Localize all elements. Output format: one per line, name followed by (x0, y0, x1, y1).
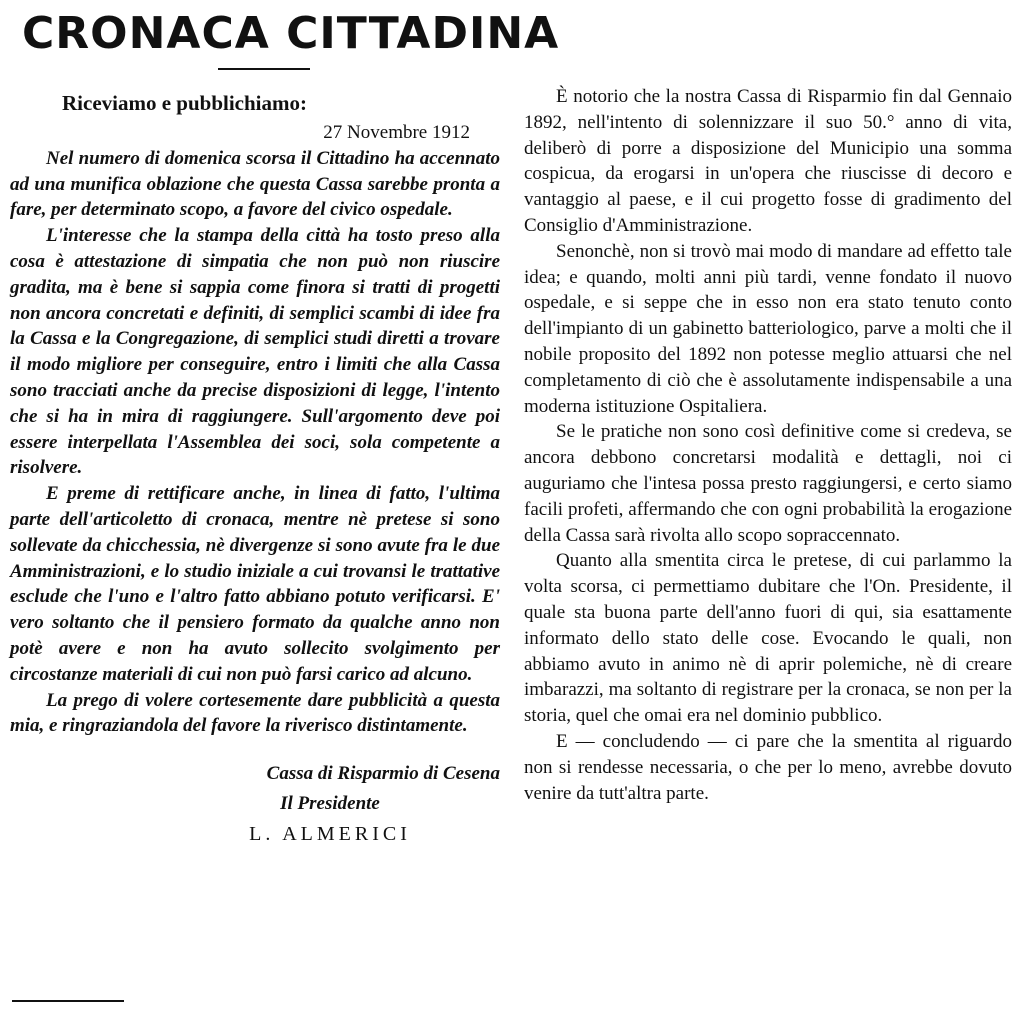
right-column (524, 84, 1012, 806)
letter-paragraph: E preme di rettificare anche, in linea di fatto, l'ultima parte dell'articoletto di cronaca, mentre nè pretese si sono sollevate da chicchessia, nè divergenze si sono avute fra le due Amministrazioni, e lo studio iniziale a cui trovansi le trattative esclude che l'uno e l'altro fatto abbiano potuto verificarsi. E' vero soltanto che il pensiero formato da qualche anno non potè avere e non ha avuto sollecito svolgimento per circostanze materiali di cui non può farsi carico ad alcuno. (10, 483, 500, 685)
letter-paragraph: Nel numero di domenica scorsa il Cittadino ha accennato ad una munifica oblazione che questa Cassa sarebbe pronta a fare, per determinato scopo, a favore del civico ospedale. (10, 147, 500, 221)
letter-paragraph: La prego di volere cortesemente dare pubblicità a questa mia, e ringraziandola del favore la riverisco distintamente. (10, 689, 500, 737)
title-underline (218, 68, 310, 70)
signature-role: Il Presidente (280, 793, 380, 815)
section-divider (12, 1000, 124, 1002)
signature-organization: Cassa di Risparmio di Cesena (266, 763, 500, 785)
editorial-paragraph: Se le pratiche non sono così definitive come si credeva, se ancora debbono concretarsi modalità e dettagli, noi ci auguriamo che l'intesa possa presto raggiungersi, e certo siamo facili profeti, affermando che con ogni probabilità la erogazione della Cassa sarà rivolta allo scopo sopraccennato. (524, 421, 1012, 546)
article-heading: Riceviamo e pubblichiamo: (62, 91, 307, 115)
editorial-paragraph: Senonchè, non si trovò mai modo di mandare ad effetto tale idea; e quando, molti anni più tardi, venne fondato il nuovo ospedale, e si seppe che in esso non era stato tenuto conto dell'impianto di un gabinetto batteriologico, parve a molti che il nobile proposito del 1892 non potesse meglio attuarsi che nel completamento di ciò che è assolutamente indispensabile a una moderna istituzione Ospitaliera. (524, 240, 1012, 417)
spacer (10, 739, 500, 759)
editorial-paragraph: È notorio che la nostra Cassa di Risparmio fin dal Gennaio 1892, nell'intento di solennizzare il suo 50.° anno di vita, deliberò di porre a disposizione del Municipio una somma cospicua, da erogarsi in un'opera che riuscisse di decoro e vantaggio al paese, e il cui progetto fosse di gradimento del Consiglio d'Amministrazione. (524, 86, 1012, 236)
editorial-paragraph: E — concludendo — ci pare che la smentita al riguardo non si rendesse necessaria, o che per lo meno, avrebbe dovuto venire da tutt'altra parte. (524, 730, 1012, 804)
page-title: CRONACA CITTADINA (22, 8, 560, 59)
editorial-paragraph: Quanto alla smentita circa le pretese, di cui parlammo la volta scorsa, ci permettiamo dubitare che l'On. Presidente, il quale sta buona parte dell'anno fuori di qui, sia esattamente informato dello stato delle cose. Evocando le quali, non abbiamo avuto in animo nè di aprir polemiche, nè di creare imbarazzi, ma soltanto di registrare per la cronaca, se non per la storia, quel che omai era nel dominio pubblico. (524, 550, 1012, 727)
left-column (10, 84, 500, 849)
signature-name: L. ALMERICI (249, 823, 411, 846)
letter-paragraph: L'interesse che la stampa della città ha tosto preso alla cosa è attestazione di simpatia che non può non riuscire gradita, ma è bene si sappia come finora si tratti di progetti non ancora concretati e definiti, di semplici scambi di idee fra la Cassa e la Congregazione, di semplici studi diretti a trovare il modo migliore per conseguire, entro i limiti che alla Cassa sono tracciati anche da precise disposizioni di legge, l'intento che si ha in mira di raggiungere. Sull'argomento deve poi essere interpellata l'Assemblea dei soci, sola competente a risolvere. (10, 225, 500, 479)
letter-date: 27 Novembre 1912 (323, 122, 470, 143)
